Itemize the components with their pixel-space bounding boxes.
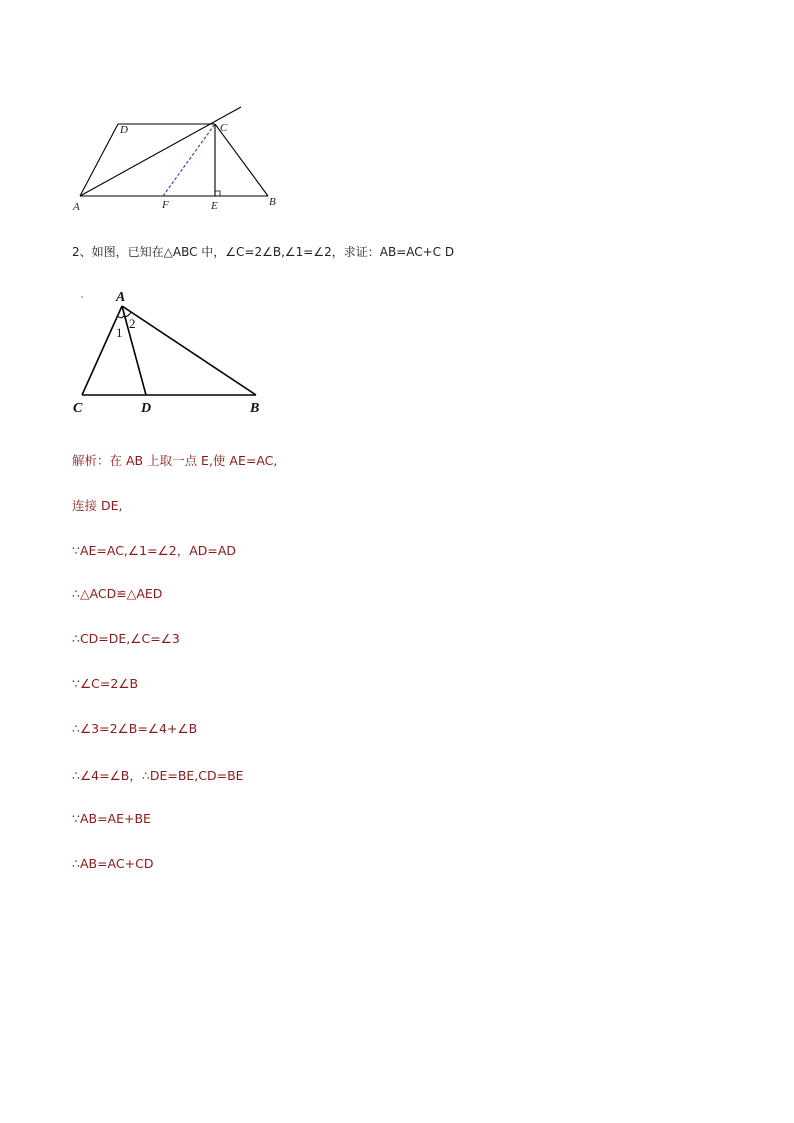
label-A: A: [73, 201, 80, 213]
trapezoid-diagram: [0, 0, 300, 220]
label-B: B: [250, 401, 260, 416]
solution-line: 解析：在 AB 上取一点 E,使 AE=AC,: [72, 453, 278, 468]
label-angle-1: 1: [116, 325, 123, 340]
label-B: B: [269, 196, 276, 208]
label-C: C: [73, 401, 83, 416]
solution-line: 连接 DE,: [72, 498, 123, 513]
diagonal-AC-extended: [80, 107, 241, 196]
solution-line: ∴∠4=∠B，∴DE=BE,CD=BE: [72, 768, 244, 783]
label-A: A: [116, 290, 126, 305]
label-angle-2: 2: [129, 316, 136, 331]
segment-CB: [215, 124, 268, 196]
right-angle-mark: [215, 191, 220, 196]
stray-dot: [81, 296, 83, 298]
solution-line: ∵AE=AC,∠1=∠2，AD=AD: [72, 543, 237, 558]
label-D: D: [120, 124, 128, 136]
solution-line: ∴△ACD≌△AED: [72, 586, 163, 601]
solution-line: ∵∠C=2∠B: [72, 676, 139, 691]
label-D: D: [141, 401, 152, 416]
figure-triangle: [0, 280, 300, 420]
label-C: C: [220, 122, 228, 134]
figure-trapezoid: [0, 0, 300, 220]
solution-line: ∴CD=DE,∠C=∠3: [72, 631, 180, 646]
solution-line: ∴AB=AC+CD: [72, 856, 154, 871]
label-E: E: [211, 200, 218, 212]
label-F: F: [162, 199, 169, 211]
segment-AC: [82, 306, 122, 395]
solution-line: ∴∠3=2∠B=∠4+∠B: [72, 721, 198, 736]
dashed-segment-FC: [163, 124, 215, 196]
question-text: 2、如图，已知在△ABC 中，∠C=2∠B,∠1=∠2，求证：AB=AC+C D: [72, 245, 455, 259]
solution-line: ∵AB=AE+BE: [72, 811, 151, 826]
triangle-diagram: [0, 280, 300, 420]
